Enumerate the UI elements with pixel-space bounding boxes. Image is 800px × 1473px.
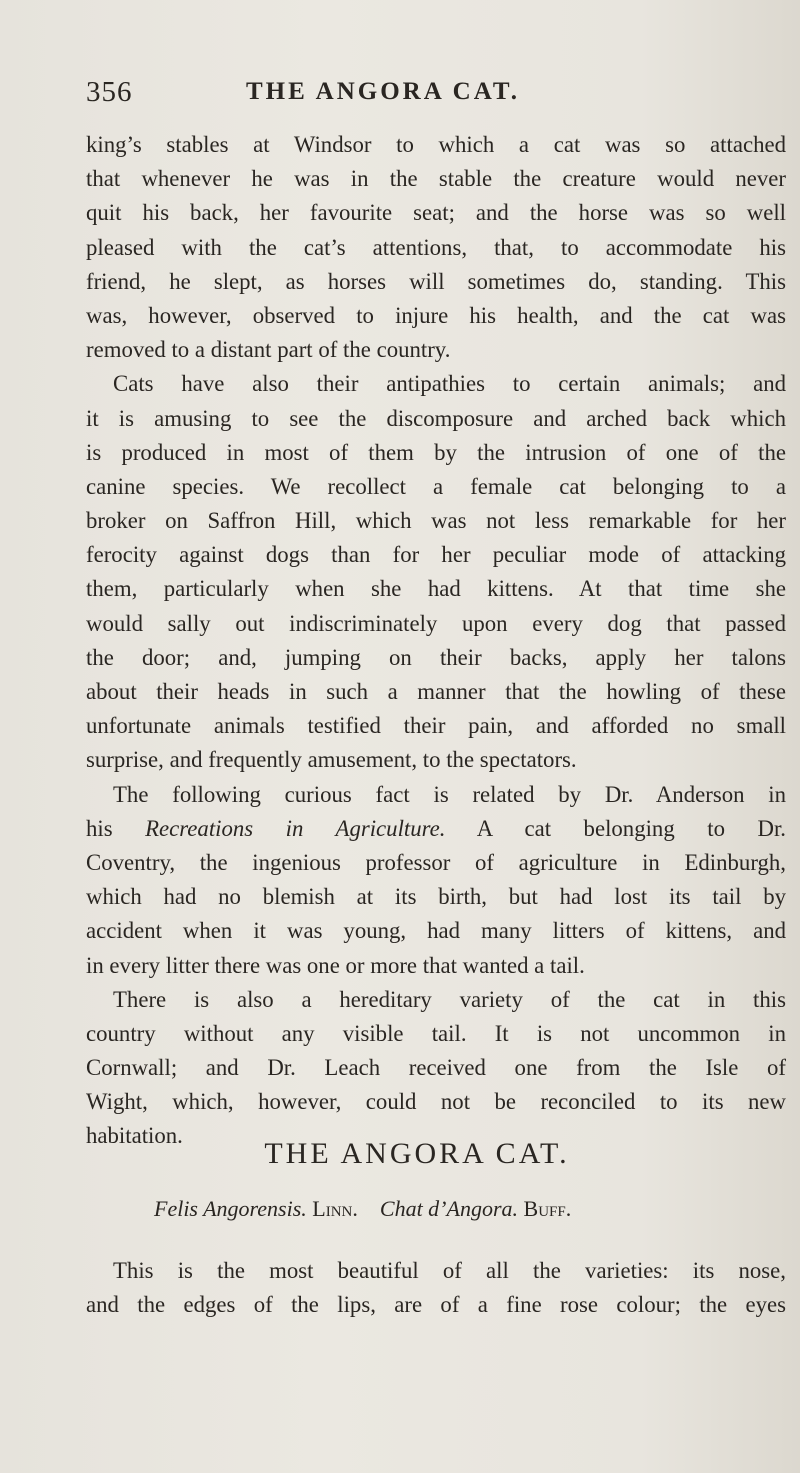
page-number: 356 <box>86 76 133 108</box>
section-title: THE ANGORA CAT. <box>264 1137 570 1170</box>
text-line: quit his back, her favourite seat; and the horse was so well <box>86 200 786 226</box>
text-line: Cornwall; and Dr. Leach received one from the Isle of <box>86 1055 786 1081</box>
paragraph-2 <box>86 367 786 777</box>
authority-buffon: Buff. <box>523 1196 572 1221</box>
text-line: Wight, which, however, could not be reconciled to its new <box>86 1089 786 1115</box>
text-run: his <box>86 815 146 841</box>
text-line: There is also a hereditary variety of the cat in this <box>113 986 786 1012</box>
text-line: about their heads in such a manner that the howling of these <box>86 679 786 704</box>
paragraph-3 <box>86 778 786 983</box>
text-line: surprise, and frequently amusement, to the spectators. <box>86 747 577 773</box>
text-line: it is amusing to see the discomposure and arched back which <box>86 405 786 431</box>
text-line: habitation. <box>86 1123 183 1149</box>
text-line: accident when it was young, had many litters of kittens, and <box>86 918 786 944</box>
text-line-mixed <box>86 812 786 846</box>
text-line: canine species. We recollect a female cat belonging to a <box>86 473 786 499</box>
text-line: The following curious fact is related by Dr. Anderson in <box>113 781 786 807</box>
book-title-italic: Recreations in Agriculture. <box>145 815 446 841</box>
body-text <box>86 128 786 1154</box>
paragraph-4 <box>86 983 786 1154</box>
text-line: Cats have also their antipathies to certain animals; and <box>113 371 786 397</box>
text-line: would sally out indiscriminately upon every dog that passed <box>86 610 786 636</box>
text-line: removed to a distant part of the country. <box>86 337 451 363</box>
text-line: broker on Saffron Hill, which was not less remarkable for her <box>86 508 786 534</box>
text-line: unfortunate animals testified their pain, and afforded no small <box>86 713 786 739</box>
text-line: and the edges of the lips, are of a fine rose colour; the eyes <box>86 1292 786 1318</box>
section-subtitle <box>154 1196 571 1222</box>
text-line: pleased with the cat’s attentions, that, to accommodate his <box>86 234 786 260</box>
latin-name: Felis Angorensis. <box>154 1196 307 1221</box>
running-head <box>86 76 786 116</box>
text-line: Coventry, the ingenious professor of agriculture in Edinburgh, <box>86 849 786 875</box>
text-line: in every litter there was one or more that wanted a tail. <box>86 952 585 978</box>
text-line: This is the most beautiful of all the varieties: its nose, <box>113 1258 786 1283</box>
text-line: ferocity against dogs than for her peculiar mode of attacking <box>86 542 786 568</box>
text-line: which had no blemish at its birth, but had lost its tail by <box>86 884 786 910</box>
section-heading <box>0 1137 800 1171</box>
running-title: THE ANGORA CAT. <box>246 78 520 105</box>
text-run: A cat belonging to Dr. <box>445 815 786 841</box>
authority-linnaeus: Linn. <box>312 1196 358 1221</box>
paragraph-1 <box>86 128 786 367</box>
text-line: was, however, observed to injure his health, and the cat was <box>86 302 786 328</box>
text-line: country without any visible tail. It is not uncommon in <box>86 1020 786 1046</box>
french-name: Chat d’Angora. <box>379 1196 519 1221</box>
text-line: the door; and, jumping on their backs, apply her talons <box>86 644 786 670</box>
text-line: that whenever he was in the stable the creature would never <box>86 166 786 192</box>
section-body <box>86 1254 786 1322</box>
text-line: them, particularly when she had kittens. At that time she <box>86 576 786 602</box>
text-line: is produced in most of them by the intrusion of one of the <box>86 439 786 465</box>
text-line: friend, he slept, as horses will sometimes do, standing. This <box>86 268 786 294</box>
text-line: king’s stables at Windsor to which a cat was so attached <box>86 132 786 157</box>
